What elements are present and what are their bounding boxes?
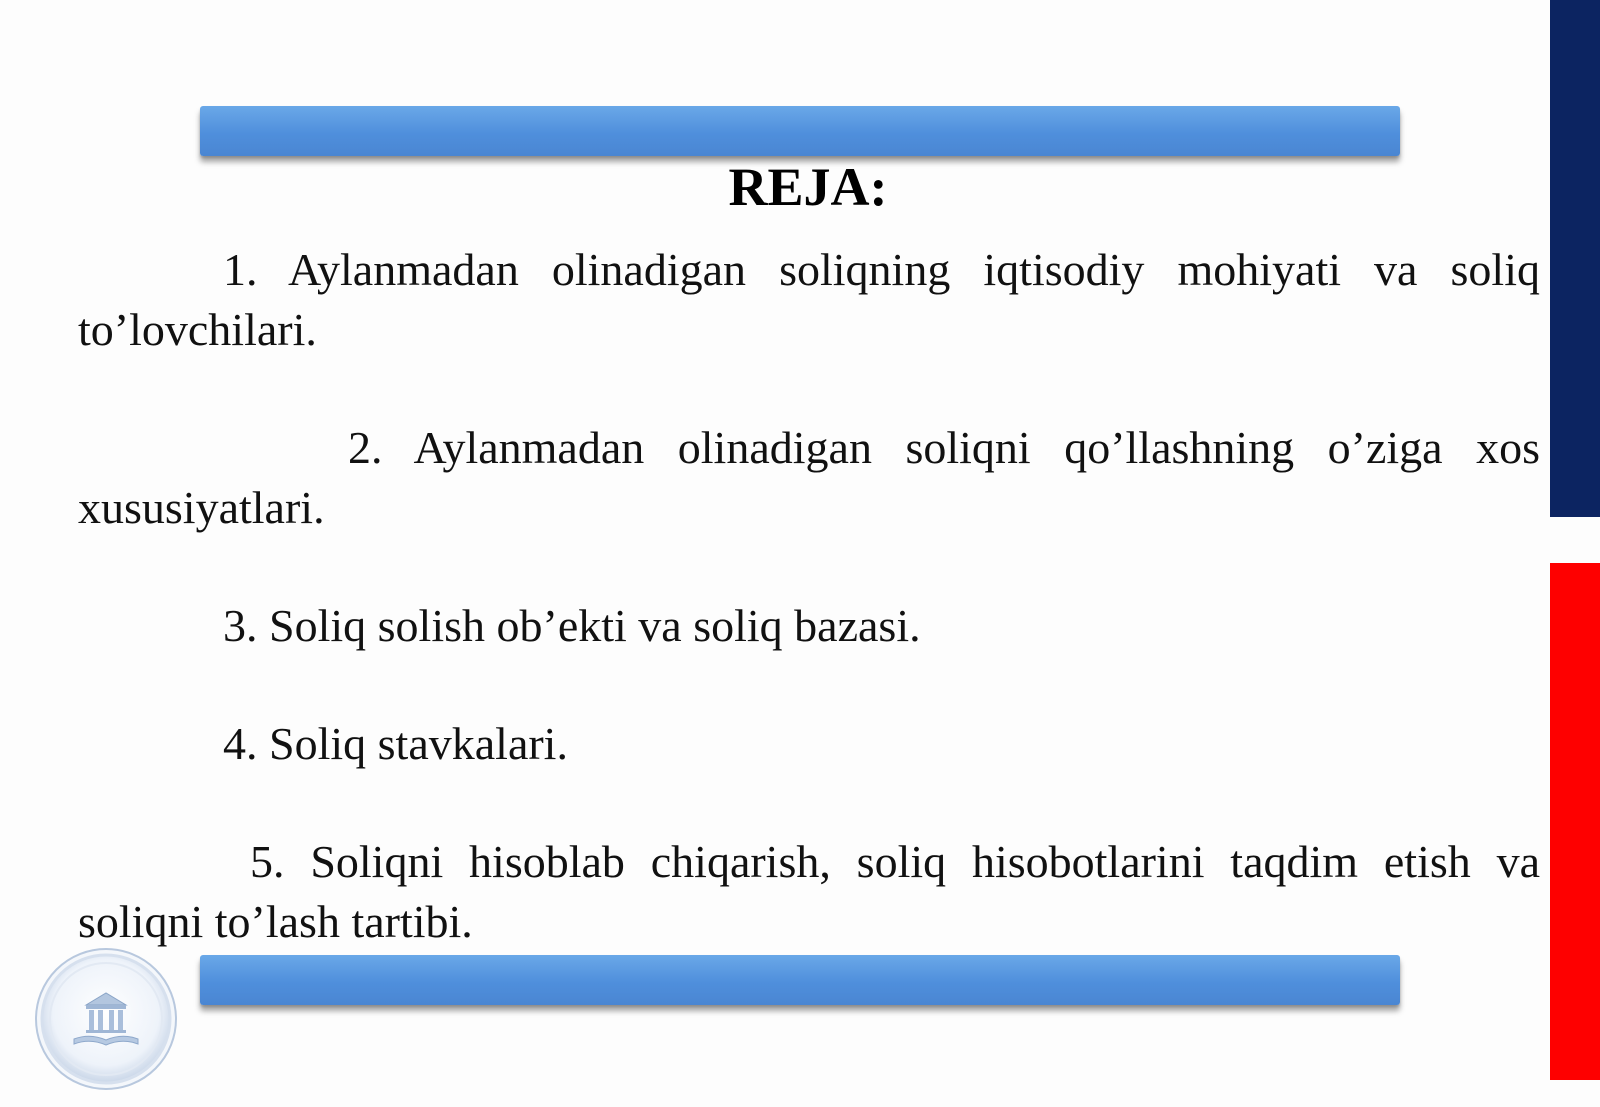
plan-list xyxy=(78,240,1540,952)
spacer xyxy=(78,774,1540,832)
spacer xyxy=(78,656,1540,714)
plan-item-3 xyxy=(78,596,1540,656)
plan-item-4 xyxy=(78,714,1540,774)
bottom-decorative-bar xyxy=(200,955,1400,1005)
top-decorative-bar xyxy=(200,106,1400,156)
plan-item-1 xyxy=(78,240,1540,360)
spacer xyxy=(78,360,1540,418)
side-accent-navy xyxy=(1550,0,1600,517)
spacer xyxy=(78,538,1540,596)
plan-item-1-text: 1. Aylanmadan olinadigan soliqning iqtisodiy mohiyati va soliq to’lovchilari. xyxy=(78,244,1540,355)
university-book-logo-icon xyxy=(34,947,178,1091)
plan-item-2-text: 2. Aylanmadan olinadigan soliqni qo’llashning o’ziga xos xususiyatlari. xyxy=(78,422,1540,533)
plan-item-2 xyxy=(78,418,1540,538)
slide-title: REJA: xyxy=(728,157,888,217)
plan-item-4-text: 4. Soliq stavkalari. xyxy=(223,718,568,769)
plan-item-5-text: 5. Soliqni hisoblab chiqarish, soliq hisobotlarini taqdim etish va soliqni to’lash tartibi. xyxy=(78,836,1540,947)
side-accent-red xyxy=(1550,563,1600,1080)
plan-item-3-text: 3. Soliq solish ob’ekti va soliq bazasi. xyxy=(223,600,921,651)
plan-item-5 xyxy=(78,832,1540,952)
